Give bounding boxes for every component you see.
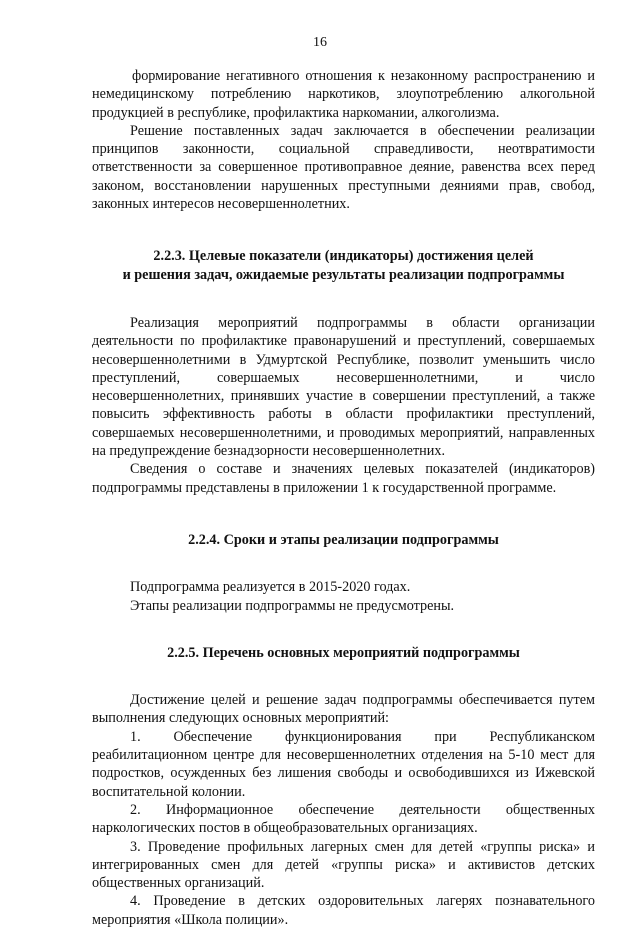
paragraph-224-1: Подпрограмма реализуется в 2015-2020 годах. [130, 579, 411, 596]
section-heading-223-line1: 2.2.3. Целевые показатели (индикаторы) достижения целей [153, 248, 534, 265]
paragraph-223-1: Реализация мероприятий подпрограммы в области организации деятельности по профилактике правонарушений и преступлений, совершаемых несовершеннолетними в Удмуртской Республике, позволит уменьшить число преступлений, совершаемых несовершеннолетними, и число несовершеннолетних, принявших участие в совершении преступлений, а также повысить эффективность работы в области профилактики преступлений, совершаемых несовершеннолетними, и проводимых мероприятий, направленных на предупреждение безнадзорности несовершеннолетних. [92, 314, 595, 460]
section-heading-224: 2.2.4. Сроки и этапы реализации подпрограммы [188, 531, 499, 548]
list-item-225-3: 3. Проведение профильных лагерных смен для детей «группы риска» и интегрированных смен для детей «группы риска» и активистов детских общественных организаций. [92, 838, 595, 892]
section-heading-223 [92, 247, 595, 284]
paragraph-224-2: Этапы реализации подпрограммы не предусмотрены. [130, 597, 455, 614]
section-heading-223-line2: и решения задач, ожидаемые результаты реализации подпрограммы [122, 266, 565, 283]
page-number: 16 [313, 35, 327, 50]
paragraph-intro-1: формирование негативного отношения к незаконному распространению и немедицинскому потреблению наркотиков, злоупотреблению алкогольной продукцией в республике, профилактика наркомании, алкоголизма. [92, 68, 595, 121]
document-body [92, 67, 595, 929]
paragraph-223-2: Сведения о составе и значениях целевых показателей (индикаторов) подпрограммы представлены в приложении 1 к государственной программе. [92, 461, 595, 496]
paragraph-225-intro: Достижение целей и решение задач подпрограммы обеспечивается путем выполнения следующих основных мероприятий: [92, 692, 595, 727]
paragraph-intro-2: Решение поставленных задач заключается в обеспечении реализации принципов законности, социальной справедливости, неотвратимости ответственности за совершенное противоправное деяние, равенства всех перед законом, восстановлении нарушенных преступными деяниями прав, свобод, законных интересов несовершеннолетних. [92, 122, 595, 213]
list-item-225-1: 1. Обеспечение функционирования при Республиканском реабилитационном центре для несовершеннолетних отделения на 5-10 мест для подростков, осужденных без лишения свободы и освободившихся из Ижевской воспитательной колонии. [92, 728, 595, 800]
section-heading-225: 2.2.5. Перечень основных мероприятий подпрограммы [167, 644, 520, 661]
list-item-225-2: 2. Информационное обеспечение деятельности общественных наркологических постов в общеобразовательных организациях. [92, 801, 595, 837]
list-item-225-4: 4. Проведение в детских оздоровительных лагерях познавательного мероприятия «Школа полиции». [92, 893, 595, 928]
